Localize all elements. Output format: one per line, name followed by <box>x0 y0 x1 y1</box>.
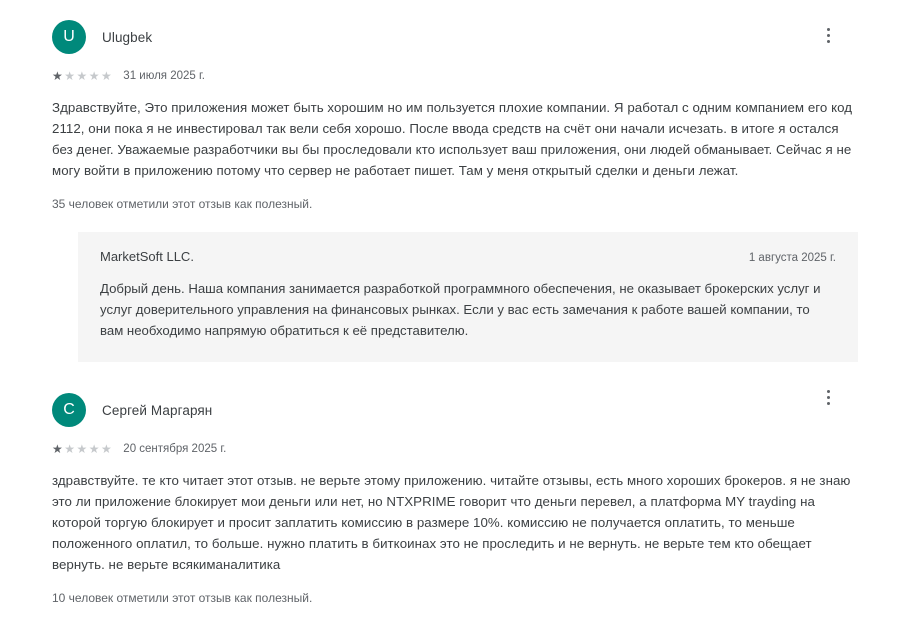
review-text: здравствуйте. те кто читает этот отзыв. не верьте этому приложению. читайте отзывы, есть много хороших брокеров. я не знаю это ли приложение блокирует мои деньги или нет, но NTXPRIME говорит что деньги перевел, а платформа MY trayding на которой торгую блокирует и просит заплатить комиссию в размере 10%. комиссию не получается оплатить, то меньше положенного оплатил, то больше. нужно платить в биткоинах это не проследить и не вернуть. не верьте тем кто обещает вернуть. не верьте всякиманалитика <box>52 473 851 572</box>
rating-row <box>52 68 856 84</box>
star-rating <box>52 70 113 82</box>
developer-reply <box>78 232 858 362</box>
review-author: Ulugbek <box>102 29 153 45</box>
menu-dot <box>827 402 830 405</box>
developer-reply-header <box>100 249 836 264</box>
rating-row <box>52 441 856 457</box>
avatar-letter: U <box>63 28 75 45</box>
menu-dot <box>827 40 830 43</box>
stars-filled-icon: ★ <box>52 442 65 456</box>
review-item <box>52 0 856 362</box>
menu-dot <box>827 28 830 31</box>
avatar <box>52 393 86 427</box>
menu-dot <box>827 34 830 37</box>
review-item <box>52 362 856 605</box>
stars-empty-icon: ★★★★ <box>64 69 114 83</box>
avatar-letter: С <box>63 401 75 418</box>
review-date: 31 июля 2025 г. <box>123 70 205 82</box>
review-author: Сергей Маргарян <box>102 402 213 418</box>
developer-reply-text: Добрый день. Наша компания занимается разработкой программного обеспечения, не оказывает брокерских услуг и услуг доверительного управления на финансовых рынках. Если у вас есть замечания к работе вашей компании, то вам необходимо напрямую обратиться к её представителю. <box>100 281 821 338</box>
review-date: 20 сентября 2025 г. <box>123 443 227 455</box>
review-helpful-count: 10 человек отметили этот отзыв как полезный. <box>52 591 313 605</box>
review-overflow-menu-icon[interactable] <box>818 20 838 50</box>
menu-dot <box>827 390 830 393</box>
review-header <box>52 390 856 430</box>
stars-empty-icon: ★★★★ <box>64 442 114 456</box>
stars-filled-icon: ★ <box>52 69 65 83</box>
avatar <box>52 20 86 54</box>
review-helpful-count: 35 человек отметили этот отзыв как полезный. <box>52 197 313 211</box>
review-text: Здравствуйте, Это приложения может быть хорошим но им пользуется плохие компании. Я работал с одним компанием его код 2112, они пока я не инвестировал так вели себя хорошо. После ввода средств на счёт они начали исчезать. в итоге я остался без денег. Уважаемые разработчики вы бы проследовали кто использует ваш приложения, они людей обманывает. Сейчас я не могу войти в приложению потому что сервер не работает пишет. Там у меня открытый сделки и деньги лежат. <box>52 100 853 178</box>
menu-dot <box>827 396 830 399</box>
review-overflow-menu-icon[interactable] <box>818 382 838 412</box>
star-rating <box>52 443 113 455</box>
developer-reply-date: 1 августа 2025 г. <box>748 252 836 264</box>
developer-name: MarketSoft LLC. <box>100 249 194 264</box>
review-header <box>52 17 856 57</box>
